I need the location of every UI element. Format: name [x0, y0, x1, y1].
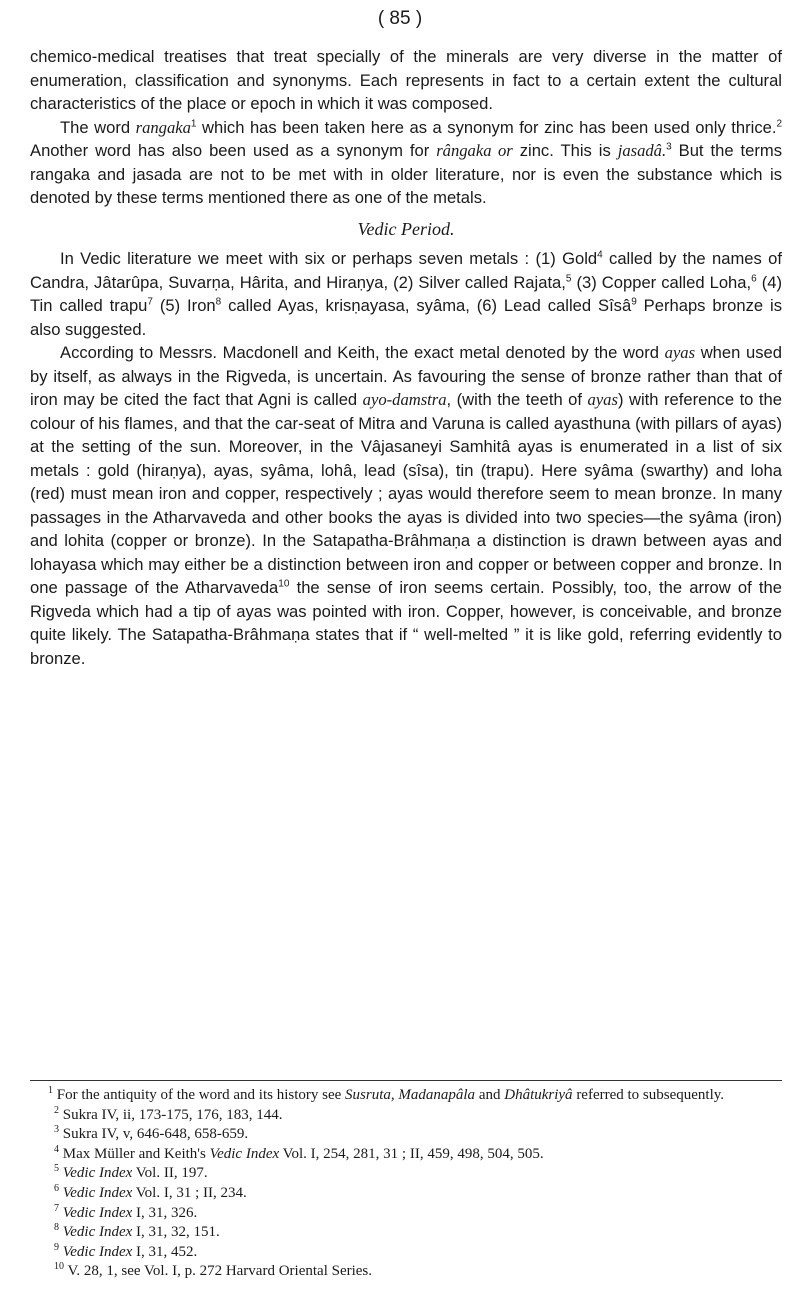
paragraph-2: The word rangaka$^1$ which has been taken here as a synonym for zinc has been used only thrice.$^2$ Another word has also been used as a synonym for rângaka or zinc. This is jasadâ.$^3$ But the terms rangaka and jasada are not to be met with in older literature, nor is even the substance which is denoted by these terms mentioned there as one of the metals. — [30, 117, 783, 207]
footnote-rule — [30, 1080, 782, 1081]
footnote: $^8$ Vedic Index I, 31, 32, 151. — [54, 1222, 220, 1241]
footnote: $^1$ For the antiquity of the word and its history see Susruta, Madanapâla and Dhâtukriyâ referred to subsequently. — [48, 1085, 725, 1103]
main-text — [30, 45, 782, 670]
footnotes — [30, 1086, 782, 1282]
footnote: $^2$ Sukra IV, ii, 173-175, 176, 183, 144. — [54, 1104, 283, 1123]
section-heading: Vedic Period. — [357, 218, 455, 239]
paragraph-1: chemico-medical treatises that treat specially of the minerals are very diverse in the matter of enumeration, classification and synonyms. Each represents in fact to a certain extent the cultural characteristics of the place or epoch in which it was composed. — [30, 47, 782, 113]
paragraph-3: In Vedic literature we meet with six or perhaps seven metals : (1) Gold$^4$ called by the names of Candra, Jâtarûpa, Suvarṇa, Hârita, and Hiraṇya, (2) Silver called Rajata,$^5$ (3) Copper called Loha,$^6$ (4) Tin called trapu$^7$ (5) Iron$^8$ called Ayas, krisṇayasa, syâma, (6) Lead called Sîsâ$^9$ Perhaps bronze is also suggested. — [30, 249, 783, 339]
page-number: ( 85 ) — [377, 8, 423, 29]
paragraph-4: According to Messrs. Macdonell and Keith, the exact metal denoted by the word ayas when used by itself, as always in the Rigveda, is uncertain. As favouring the sense of bronze rather than that of iron may be cited the fact that Agni is called ayo-damstra, (with the teeth of ayas) with reference to the colour of his flames, and that the car-seat of Mitra and Varuna is called ayasthuna (with pillars of ayas) at the setting of the sun. Moreover, in the Vâjasaneyi Samhitâ ayas is enumerated in a list of six metals : gold (hiraṇya), ayas, syâma, lohâ, lead (sîsa), tin (trapu). Here syâma (swarthy) and loha (red) must mean iron and copper, respectively ; ayas would therefore seem to mean bronze. In many passages in the Atharvaveda and other books the ayas is divided into two species—the syâma (iron) and lohita (copper or bronze). In the Satapatha-Brâhmaṇa a distinction is drawn between ayas and lohayasa which may either be a distinction between iron and copper or between copper and bronze. In one passage of the Atharvaveda$^{10}$ the sense of iron seems certain. Possibly, too, the arrow of the Rigveda which had a tip of ayas was pointed with iron. Copper, however, is conceivable, and bronze quite likely. The Satapatha-Brâhmaṇa states that if “ well-melted ” it is like gold, referring evidently to bronze. — [30, 343, 782, 668]
footnote: $^7$ Vedic Index I, 31, 326. — [54, 1202, 198, 1221]
footnote: $^4$ Max Müller and Keith's Vedic Index Vol. I, 254, 281, 31 ; II, 459, 498, 504, 505. — [54, 1143, 544, 1162]
footnote: $^5$ Vedic Index Vol. II, 197. — [54, 1163, 208, 1182]
footnote: $^{10}$ V. 28, 1, see Vol. I, p. 272 Harvard Oriental Series. — [54, 1261, 373, 1280]
footnote: $^3$ Sukra IV, v, 646-648, 658-659. — [54, 1124, 249, 1143]
footnote: $^6$ Vedic Index Vol. I, 31 ; II, 234. — [54, 1182, 247, 1201]
footnote: $^9$ Vedic Index I, 31, 452. — [54, 1241, 198, 1260]
